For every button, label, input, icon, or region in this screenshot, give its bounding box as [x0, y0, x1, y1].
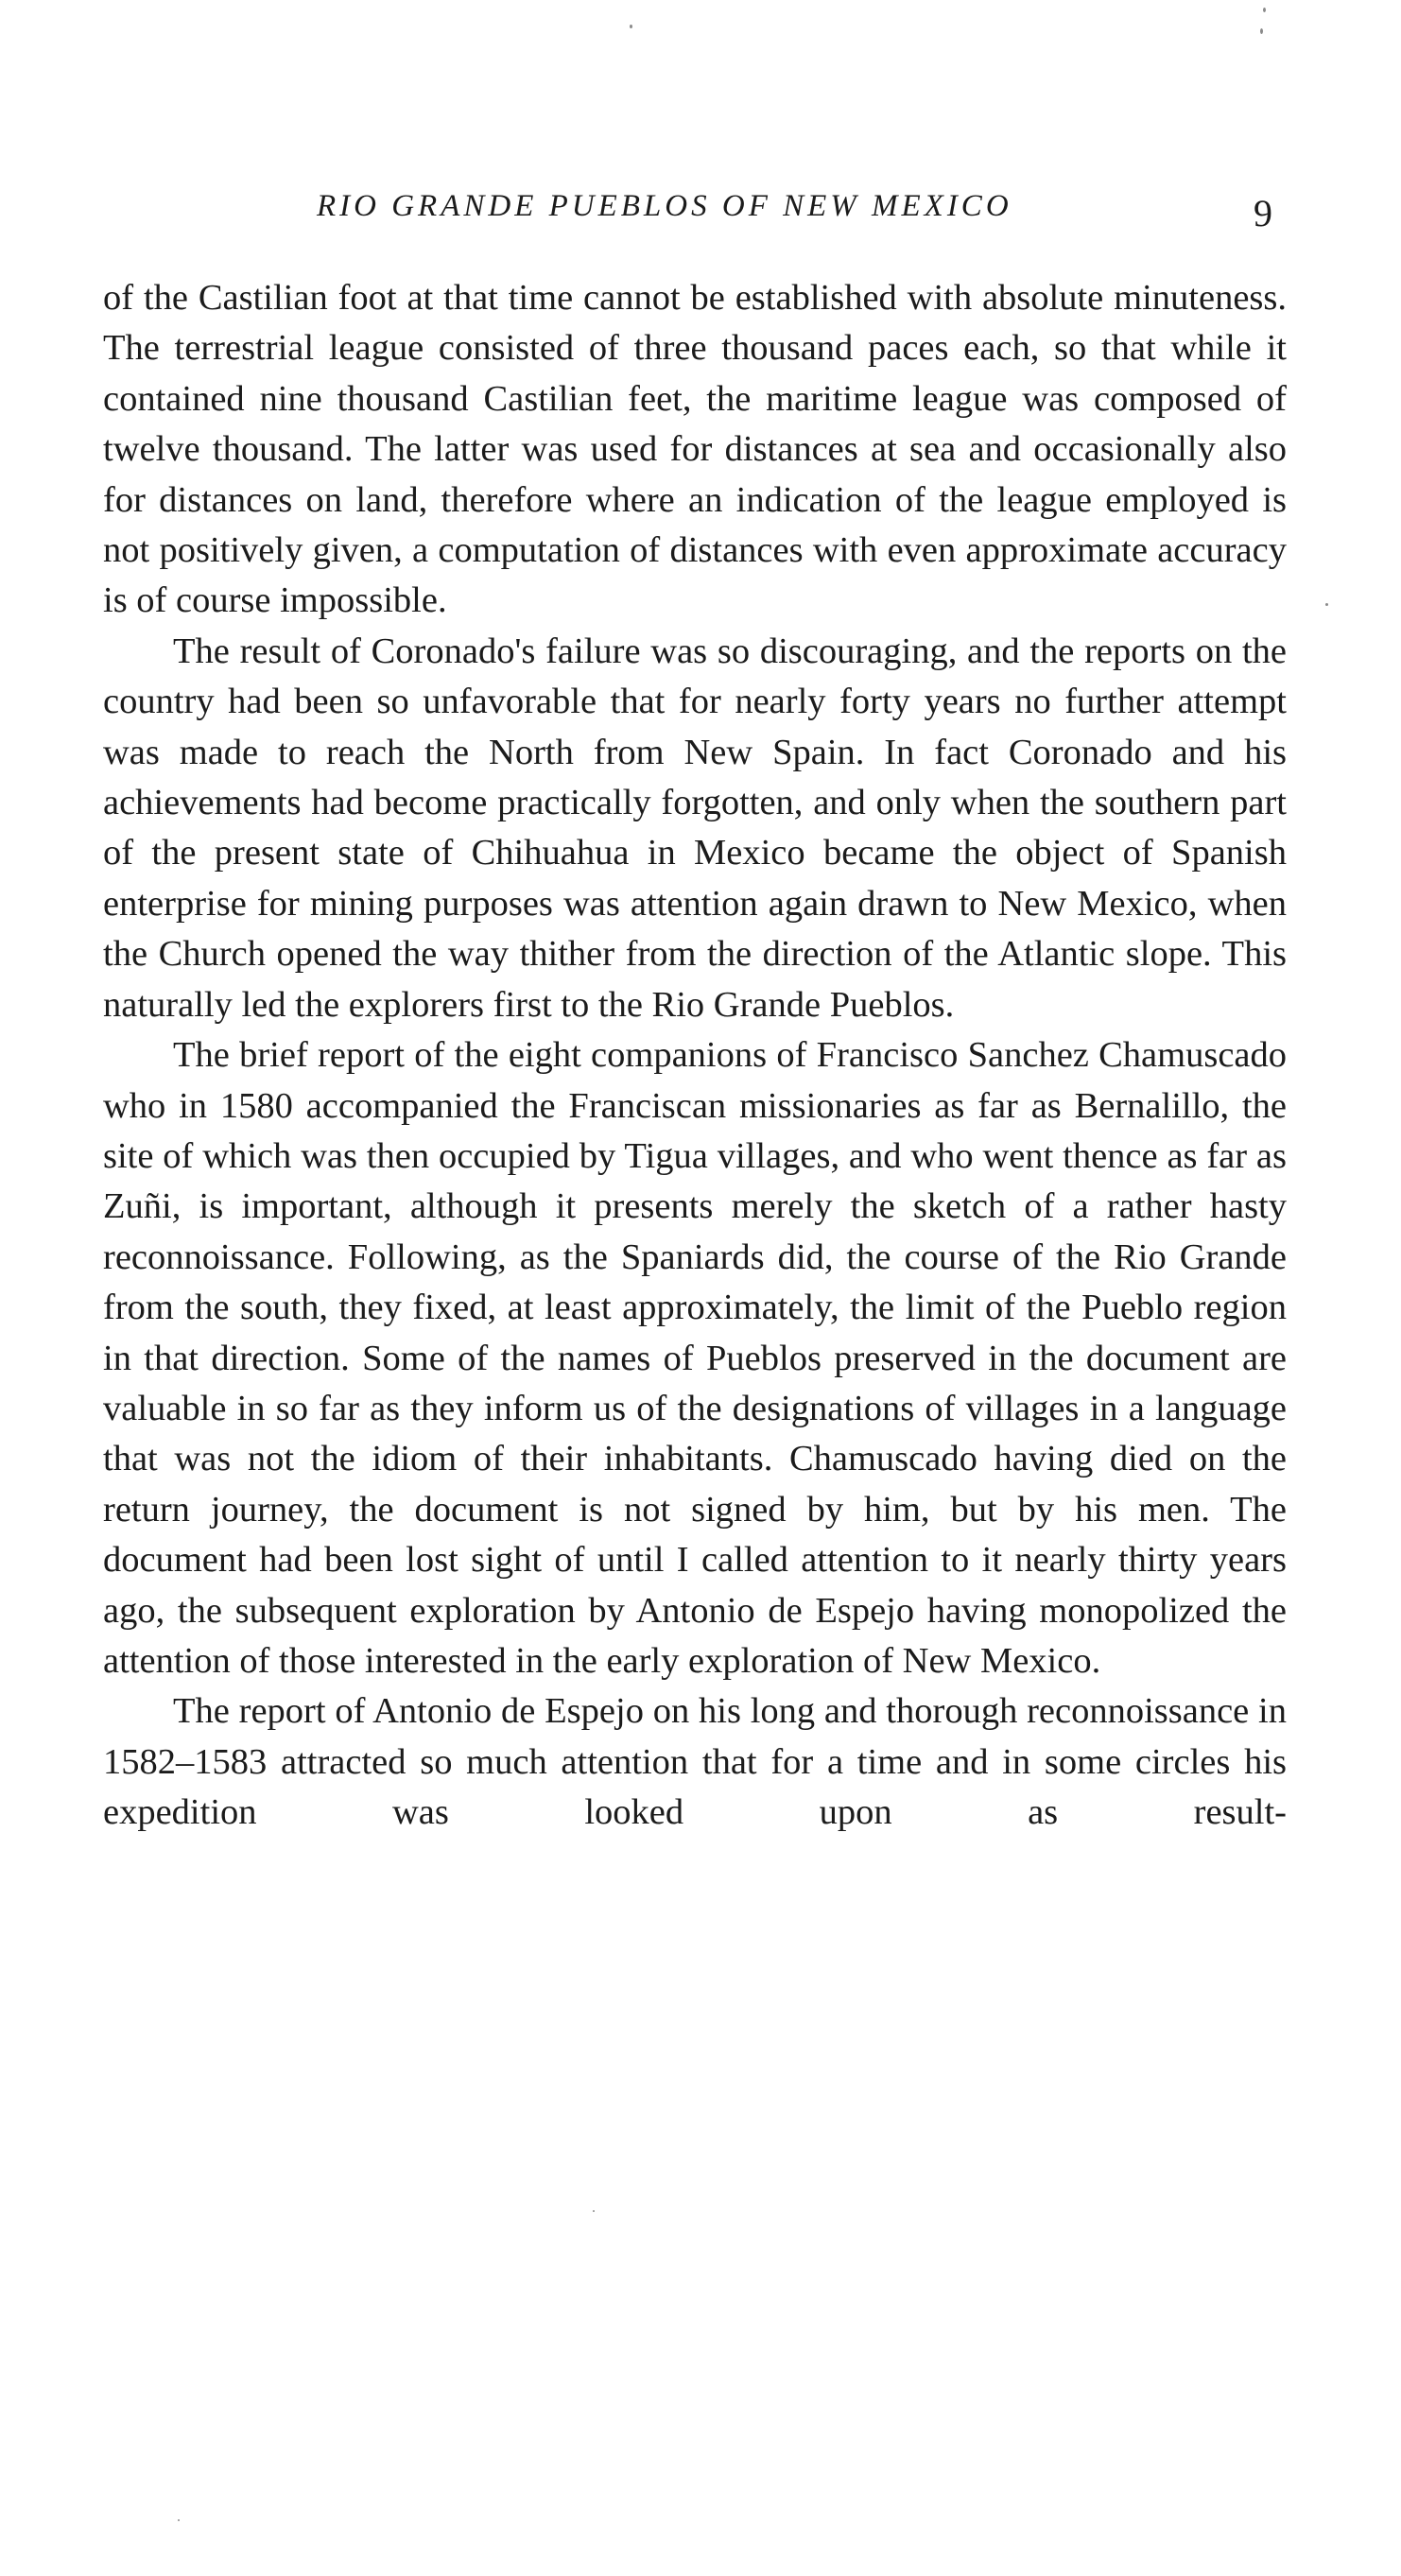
page-number: 9: [1254, 192, 1272, 234]
body-text: [103, 273, 1287, 1839]
paper-speck: [593, 2210, 595, 2212]
paragraph-continued: of the Castilian foot at that time cannot be established with absolute minuteness. The terrestrial league consisted of three thousand paces each, so that while it contained nine thousand Castilian feet, the maritime league was composed of twelve thousand. The latter was used for distances at sea and occasionally also for distances on land, therefore where an indication of the league employed is not positively given, a computation of distances with even approximate accuracy is of course impossible.: [103, 278, 1287, 621]
paper-speck: [1325, 603, 1328, 606]
paper-speck: [178, 2519, 180, 2521]
running-head: [0, 184, 1401, 232]
paragraph-espejo: The report of Antonio de Espejo on his long and thorough reconnoissance in 1582–1583 attracted so much attention that for a time and in some circles his expedition was looked upon as result-: [103, 1691, 1287, 1833]
running-title: RIO GRANDE PUEBLOS OF NEW MEXICO: [317, 189, 1012, 223]
paper-speck: [630, 25, 632, 28]
paper-speck: [1263, 8, 1266, 12]
paragraph-coronado: The result of Coronado's failure was so discouraging, and the reports on the country had been so unfavorable that for nearly forty years no further attempt was made to reach the North from New Spain. In fact Coronado and his achievements had become practically forgotten, and only when the southern part of the present state of Chihuahua in Mexico became the object of Spanish enterprise for mining purposes was attention again drawn to New Mexico, when the Church opened the way thither from the direction of the Atlantic slope. This naturally led the explorers first to the Rio Grande Pueblos.: [103, 631, 1287, 1025]
paragraph-chamuscado: The brief report of the eight companions of Francisco Sanchez Chamuscado who in 1580 accompanied the Franciscan missionaries as far as Bernalillo, the site of which was then occupied by Tigua villages, and who went thence as far as Zuñi, is important, although it presents merely the sketch of a rather hasty reconnoissance. Following, as the Spaniards did, the course of the Rio Grande from the south, they fixed, at least approximately, the limit of the Pueblo region in that direction. Some of the names of Pueblos preserved in the document are valuable in so far as they inform us of the designations of villages in a language that was not the idiom of their inhabitants. Chamuscado having died on the return journey, the document is not signed by him, but by his men. The document had been lost sight of until I called attention to it nearly thirty years ago, the subsequent exploration by Antonio de Espejo having monopolized the attention of those interested in the early exploration of New Mexico.: [103, 1035, 1287, 1681]
paper-speck: [1260, 28, 1263, 34]
